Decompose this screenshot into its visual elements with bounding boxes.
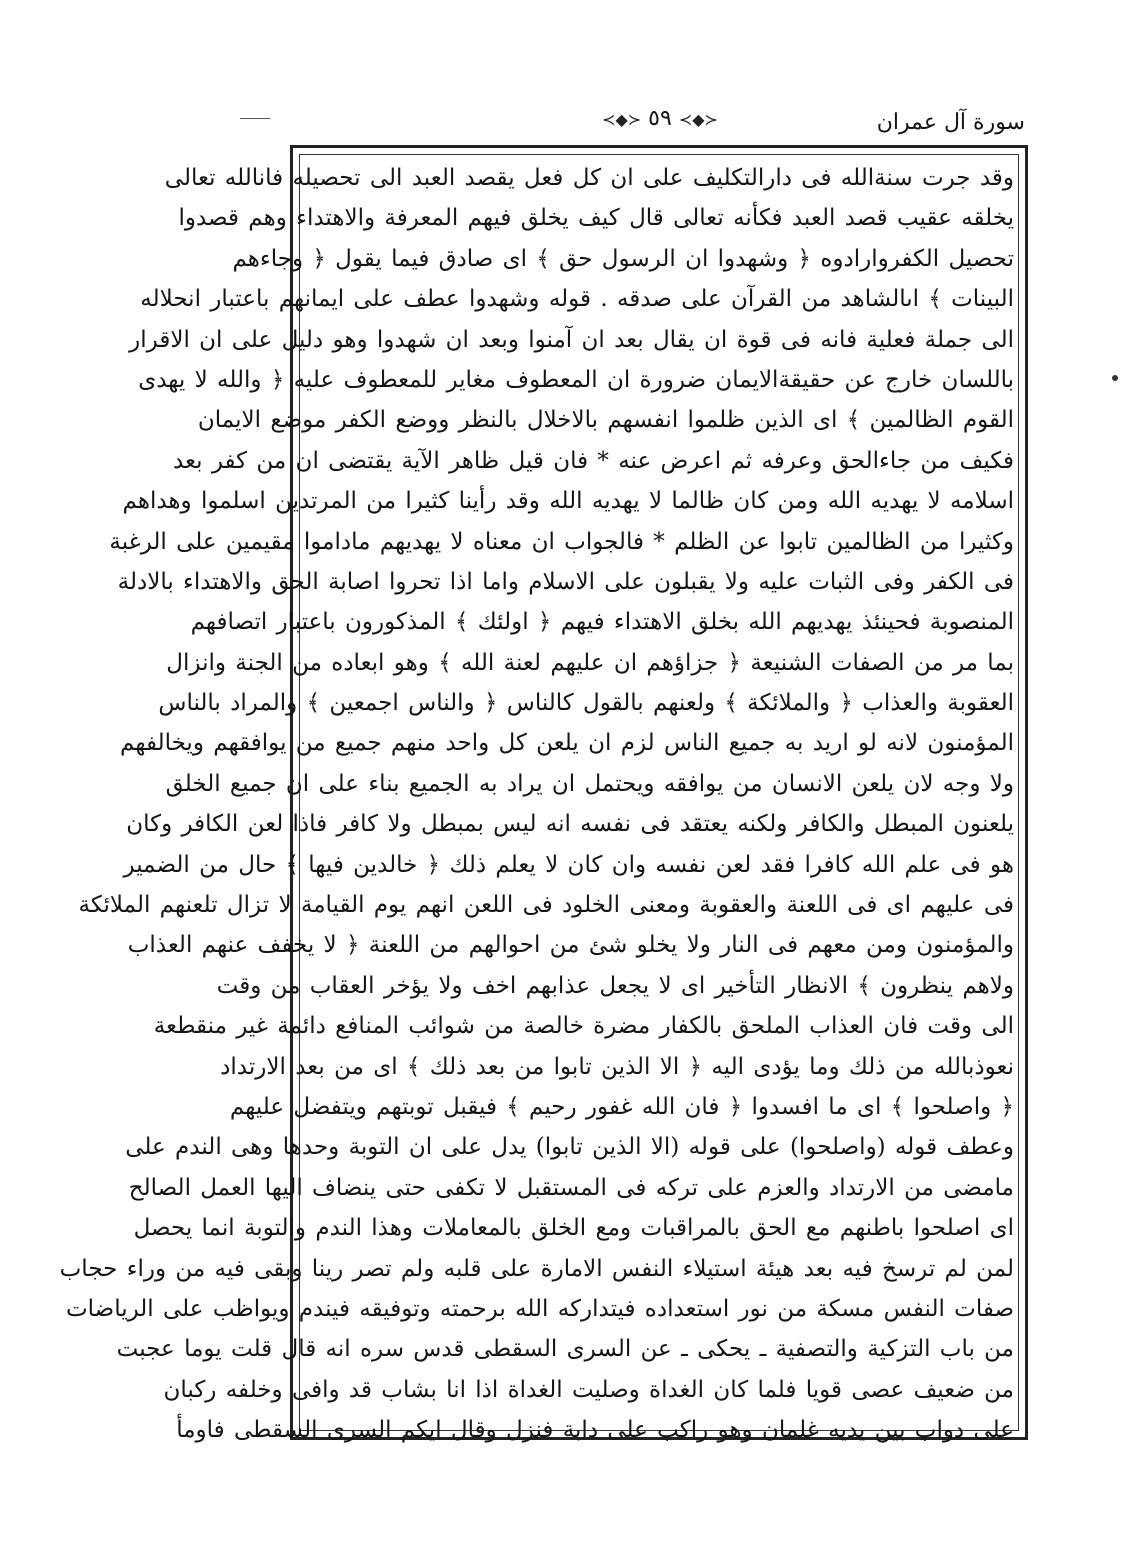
text-line: العقوبة والعذاب ﴿ والملائكة ﴾ ولعنهم بالقول كالناس ﴿ والناس اجمعين ﴾ والمراد بالناس: [158, 690, 1014, 717]
text-line: يلعنون المبطل والكافر ولكنه يعتقد فى نفسه انه ليس بمبطل ولا كافر فاذا لعن الكافر وكان: [126, 811, 1014, 838]
text-line: باللسان خارج عن حقيقةالايمان ضرورة ان المعطوف مغاير للمعطوف عليه ﴿ والله لا يهدى: [138, 366, 1014, 393]
text-line: وقد جرت سنةالله فى دارالتكليف على ان كل فعل يقصد العبد الى تحصيله فانالله تعالى: [164, 165, 1014, 191]
text-line: المؤمنون لانه لو اريد به جميع الناس لزم ان يلعن كل واحد منهم جميع من يوافقهم ويخالفهم: [120, 730, 1014, 757]
surah-title: سورة آل عمران: [876, 110, 1025, 135]
text-line: الى وقت فان العذاب الملحق بالكفار مضرة خالصة من شوائب المنافع دائمة غير منقطعة: [153, 1013, 1014, 1040]
text-line: اى اصلحوا باطنهم مع الحق بالمراقبات ومع الخلق بالمعاملات وهذا الندم والتوبة انما يحصل: [133, 1215, 1014, 1242]
text-line: فى الكفر وفى الثبات عليه ولا يقبلون على الاسلام واما اذا تحروا اصابة الحق والاهتداء بالادلة: [117, 568, 1014, 595]
page-number: ٥٩: [648, 106, 672, 131]
text-line: وعطف قوله (واصلحوا) على قوله (الا الذين تابوا) يدل على ان التوبة وحدها وهى الندم على: [125, 1134, 1014, 1161]
text-line: من ضعيف عصى قويا فلما كان الغداة وصليت الغداة اذا انا بشاب قد وافى وخلفه ركبان: [163, 1376, 1014, 1403]
body-text: [59, 158, 1014, 1451]
text-line: صفات النفس مسكة من نور استعداده فيتداركه الله برحمته وتوفيقه فيندم ويواظب على الرياضات: [66, 1295, 1014, 1322]
text-line: اسلامه لا يهديه الله ومن كان ظالما لا يهديه الله وقد رأينا كثيرا من المرتدين اسلموا وهداهم: [122, 488, 1014, 515]
text-line: البينات ﴾ اىالشاهد من القرآن على صدقه . قوله وشهدوا عطف على ايمانهم باعتبار انحلاله: [140, 286, 1014, 313]
ornament-right: ≺◆≻: [678, 110, 718, 129]
text-line: تحصيل الكفروارادوه ﴿ وشهدوا ان الرسول حق ﴾ اى صادق فيما يقول ﴿ وجاءهم: [232, 245, 1014, 272]
text-line: هو فى علم الله كافرا فقد لعن نفسه وان كان لا يعلم ذلك ﴿ خالدين فيها ﴾ حال من الضمير: [123, 851, 1014, 878]
text-line: المنصوبة فحينئذ يهديهم الله بخلق الاهتداء فيهم ﴿ اولئك ﴾ المذكورون باعتبار اتصافهم: [190, 609, 1014, 636]
text-line: من باب التزكية والتصفية ـ يحكى ـ عن السرى السقطى قدس سره انه قال قلت يوما عجبت: [116, 1336, 1014, 1363]
page-header: [300, 104, 1025, 144]
text-line: ولاهم ينظرون ﴾ الانظار التأخير اى لا يجعل عذابهم اخف ولا يؤخر العقاب من وقت: [216, 972, 1014, 999]
text-line: ﴿ واصلحوا ﴾ اى ما افسدوا ﴿ فان الله غفور رحيم ﴾ فيقبل توبتهم ويتفضل عليهم: [229, 1093, 1014, 1120]
page-number-block: [600, 106, 720, 131]
text-line: على دواب بين يديه غلمان وهو راكب على دابة فنزل وقال ايكم السرى السقطى فاومأ: [176, 1417, 1014, 1444]
text-line: بما مر من الصفات الشنيعة ﴿ جزاؤهم ان عليهم لعنة الله ﴾ وهو ابعاده من الجنة وانزال: [166, 649, 1014, 676]
text-line: نعوذبالله من ذلك وما يؤدى اليه ﴿ الا الذين تابوا من بعد ذلك ﴾ اى من بعد الارتداد: [220, 1053, 1014, 1080]
text-line: لمن لم ترسخ فيه بعد هيئة استيلاء النفس الامارة على قلبه ولم تصر رينا وبقى فيه من وراء حجاب: [59, 1255, 1014, 1282]
text-line: الى جملة فعلية فانه فى قوة ان يقال بعد ان آمنوا وبعد ان شهدوا وهو دليل على ان الاقرار: [129, 326, 1014, 353]
margin-dot: [1112, 375, 1118, 381]
text-line: يخلقه عقيب قصد العبد فكأنه تعالى قال كيف يخلق فيهم المعرفة والاهتداء وهم قصدوا: [178, 205, 1014, 232]
text-line: وكثيرا من الظالمين تابوا عن الظلم * فالجواب ان معناه لا يهديهم ماداموا مقيمين على الرغبة: [109, 528, 1014, 555]
text-line: والمؤمنون ومن معهم فى النار ولا يخلو شئ من احوالهم من اللعنة ﴿ لا يخفف عنهم العذاب: [127, 932, 1014, 959]
margin-mark: [240, 118, 270, 119]
text-line: ولا وجه لان يلعن الانسان من يوافقه ويحتمل ان يراد به الجميع بناء على ان جميع الخلق: [165, 770, 1014, 797]
text-line: مامضى من الارتداد والعزم على تركه فى المستقبل لا تكفى حتى ينضاف اليها العمل الصالح: [128, 1174, 1014, 1201]
text-line: القوم الظالمين ﴾ اى الذين ظلموا انفسهم بالاخلال بالنظر ووضع الكفر موضع الايمان: [197, 407, 1014, 434]
text-line: فكيف من جاءالحق وعرفه ثم اعرض عنه * فان قيل ظاهر الآية يقتضى ان من كفر بعد: [172, 447, 1014, 474]
ornament-left: ≺◆≻: [602, 110, 642, 129]
text-line: فى عليهم اى فى اللعنة والعقوبة ومعنى الخلود فى اللعن انهم يوم القيامة لا تزال تلعنهم الملائكة: [78, 892, 1014, 919]
